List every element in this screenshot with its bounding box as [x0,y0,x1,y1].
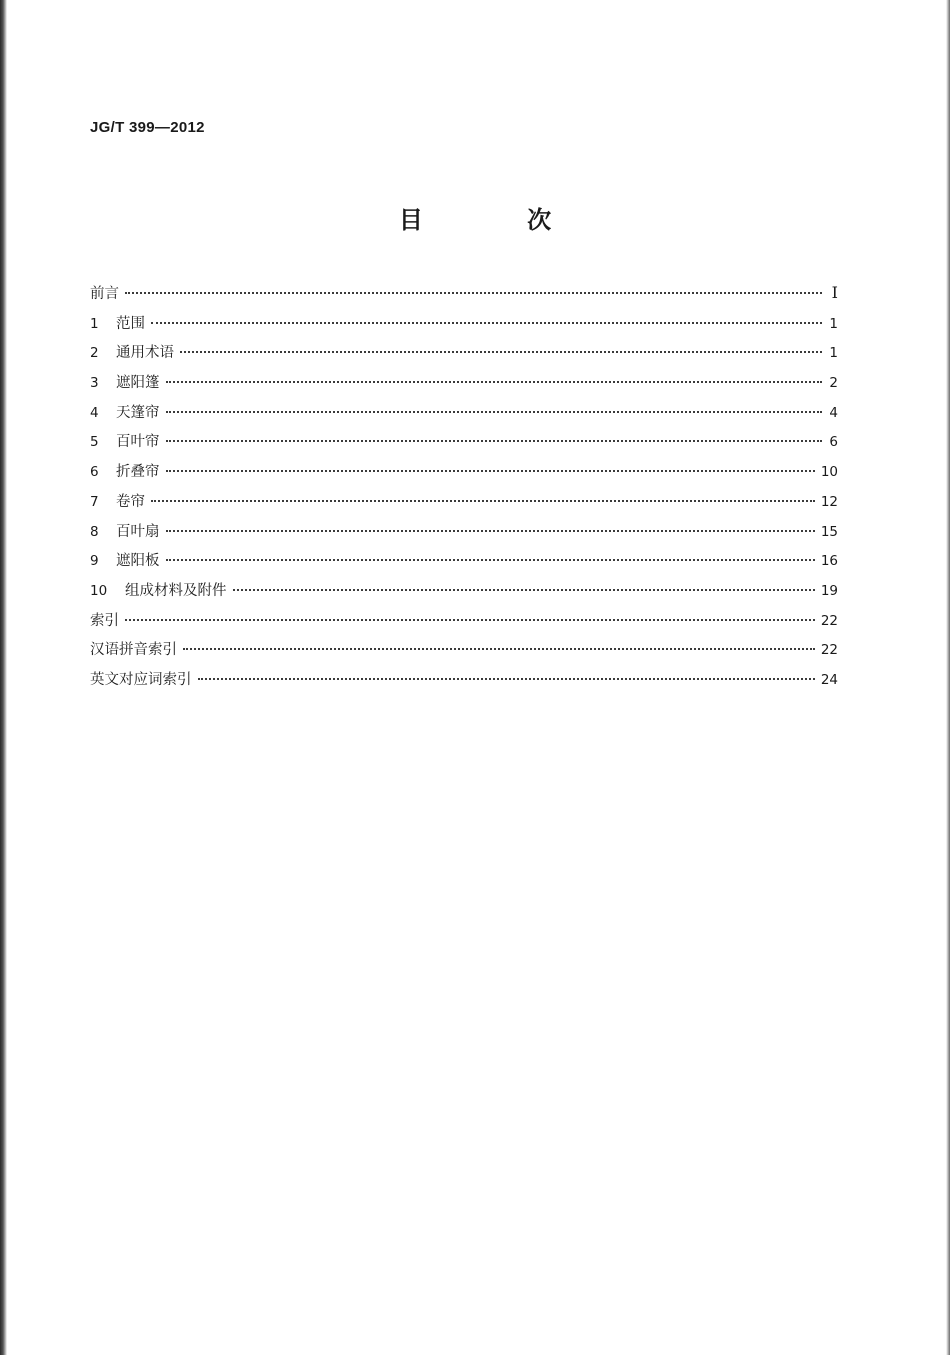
table-of-contents [90,282,838,698]
toc-leader-dots [151,500,815,502]
toc-entry[interactable] [90,668,838,698]
toc-entry[interactable] [90,579,838,609]
toc-entry-label: 遮阳篷 [116,375,160,392]
toc-entry[interactable] [90,490,838,520]
toc-leader-dots [166,530,815,532]
toc-entry-number: 6 [90,464,99,481]
toc-entry-number: 8 [90,523,99,540]
toc-entry[interactable] [90,371,838,401]
toc-entry-label: 前言 [90,286,119,302]
toc-entry-page: 6 [829,434,838,451]
toc-leader-dots [166,440,823,442]
toc-entry-number: 9 [90,553,99,570]
toc-entry-page: 16 [820,553,838,570]
toc-entry[interactable] [90,609,838,639]
toc-entry-label: 遮阳板 [116,553,160,570]
toc-entry-label: 汉语拼音索引 [90,642,177,659]
toc-leader-dots [166,470,815,472]
toc-entry-label: 卷帘 [116,493,145,510]
toc-entry-label: 范围 [116,315,145,332]
toc-entry-page: 1 [829,315,838,332]
toc-leader-dots [198,678,815,680]
toc-entry-page: 22 [820,612,838,629]
toc-entry[interactable] [90,430,838,460]
toc-entry-page: 15 [820,523,838,540]
toc-entry-page: 12 [820,493,838,510]
toc-leader-dots [233,589,815,591]
toc-entry[interactable] [90,638,838,668]
toc-entry-page: 19 [820,582,838,599]
toc-entry-number: 7 [90,493,99,510]
toc-leader-dots [166,559,815,561]
toc-entry[interactable] [90,549,838,579]
toc-entry-number: 1 [90,315,99,332]
toc-entry[interactable] [90,520,838,550]
toc-leader-dots [125,619,815,621]
toc-leader-dots [125,292,822,294]
toc-entry-label: 通用术语 [116,345,174,362]
toc-entry-label: 百叶帘 [116,434,160,451]
toc-leader-dots [180,351,822,353]
toc-entry-label: 英文对应词索引 [90,671,192,688]
toc-entry[interactable] [90,341,838,371]
toc-entry-number: 3 [90,375,99,392]
toc-leader-dots [166,411,823,413]
toc-entry-page: 22 [820,642,838,659]
toc-entry-page: 1 [829,345,838,362]
toc-entry[interactable] [90,460,838,490]
toc-entry-page: 4 [829,404,838,421]
toc-leader-dots [151,322,822,324]
toc-leader-dots [183,648,815,650]
toc-entry-label: 组成材料及附件 [125,582,227,599]
toc-entry-label: 索引 [90,612,119,629]
toc-leader-dots [166,381,823,383]
toc-entry-label: 百叶扇 [116,523,160,540]
toc-entry-number: 4 [90,404,99,421]
document-code: JG/T 399—2012 [90,119,205,136]
toc-entry-label: 折叠帘 [116,464,160,481]
toc-entry[interactable] [90,401,838,431]
toc-entry-page: 24 [820,671,838,688]
toc-entry[interactable] [90,312,838,342]
toc-entry-page: Ⅰ [831,283,838,302]
toc-entry-number: 10 [90,582,108,599]
toc-entry[interactable] [90,282,838,312]
toc-entry-page: 10 [820,464,838,481]
toc-entry-number: 2 [90,345,99,362]
toc-entry-number: 5 [90,434,99,451]
page-title: 目 次 [398,206,600,234]
toc-entry-label: 天篷帘 [116,404,160,421]
toc-entry-page: 2 [829,375,838,392]
